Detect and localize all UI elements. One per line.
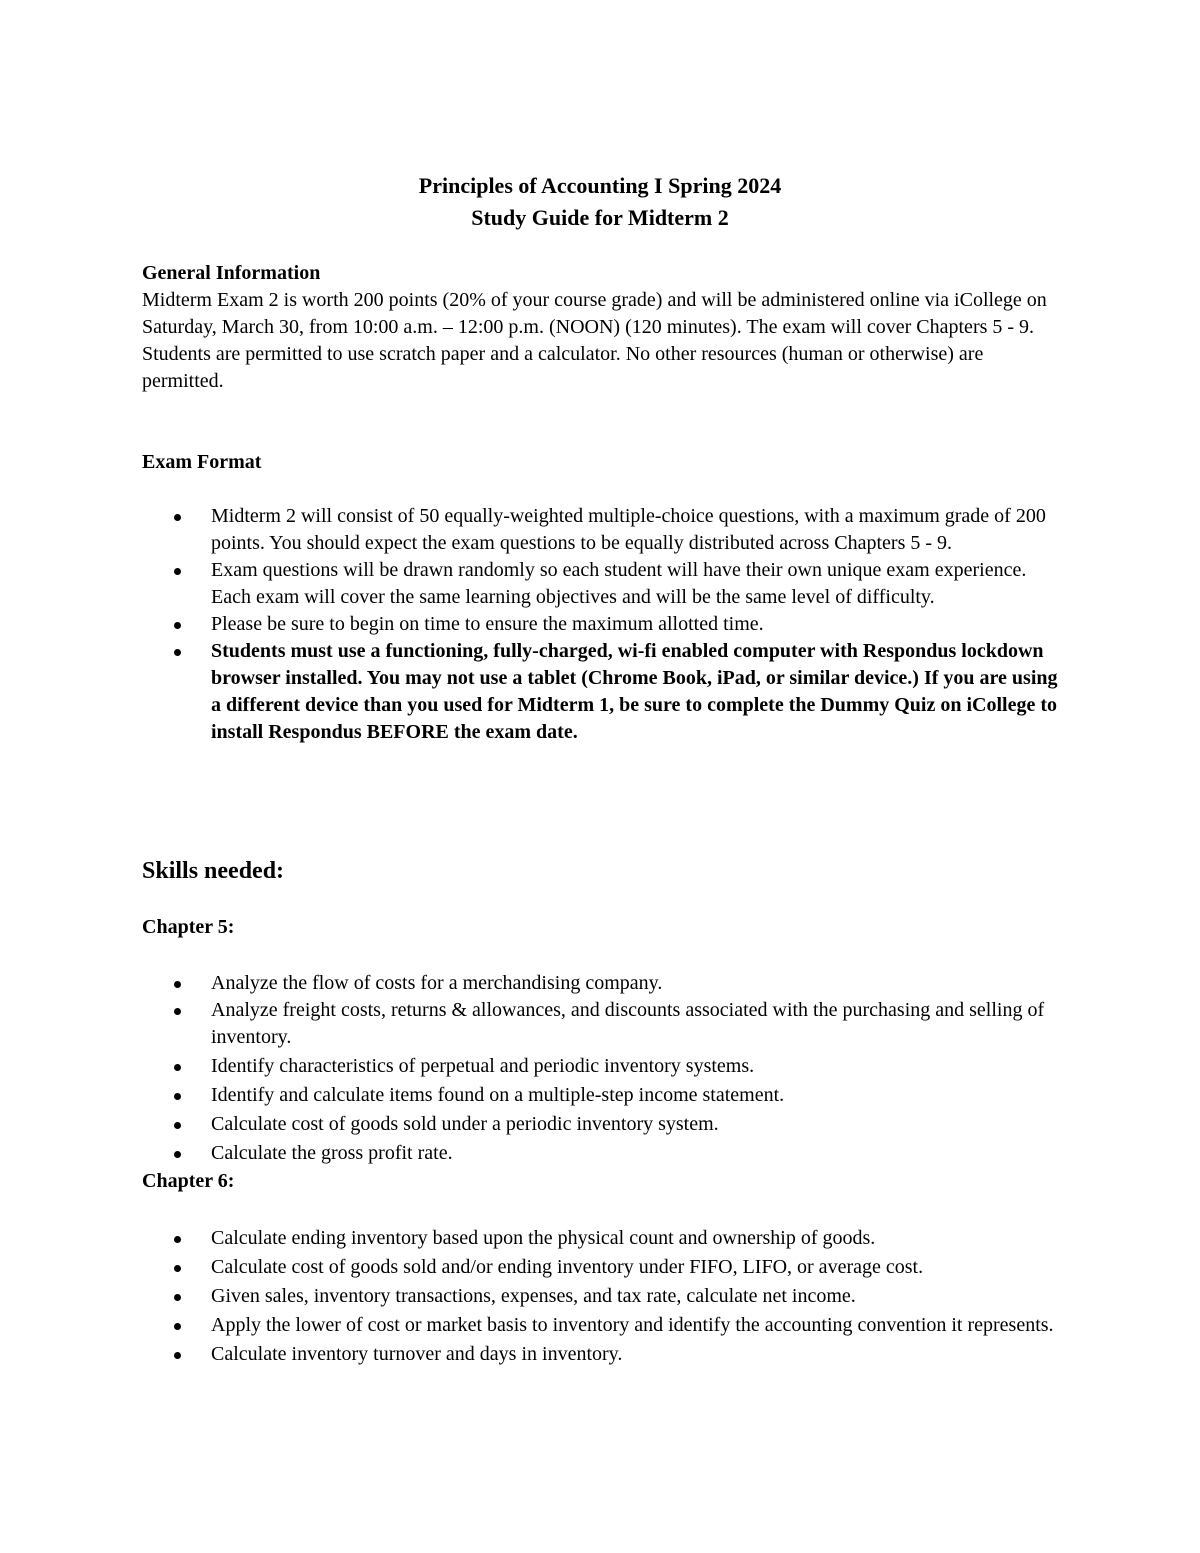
general-information-heading: General Information xyxy=(142,262,321,284)
bullet-icon xyxy=(174,1151,181,1158)
list-item xyxy=(142,638,1062,746)
list-item-text: Analyze freight costs, returns & allowances, and discounts associated with the purchasing and selling of inventory. xyxy=(211,999,1045,1048)
bullet-icon xyxy=(174,1352,181,1359)
general-information-body: Midterm Exam 2 is worth 200 points (20% of your course grade) and will be administered online via iCollege on Saturday, March 30, from 10:00 a.m. – 12:00 p.m. (NOON) (120 minutes). The exam will cover Chapters 5 - 9. Students are permitted to use scratch paper and a calculator. No other resources (human or otherwise) are permitted. xyxy=(142,289,1047,392)
list-item xyxy=(142,1111,1062,1138)
exam-format-list xyxy=(142,503,1062,746)
bullet-icon xyxy=(174,981,181,988)
skills-section xyxy=(142,856,1062,886)
chapter-5-heading-section xyxy=(142,914,1062,941)
title-line-1: Principles of Accounting I Spring 2024 xyxy=(418,173,782,198)
list-item xyxy=(142,1053,1062,1080)
bullet-icon xyxy=(174,1236,181,1243)
exam-format-section xyxy=(142,449,1062,476)
chapter-5-heading: Chapter 5: xyxy=(142,916,235,938)
list-item-text: Exam questions will be drawn randomly so each student will have their own unique exam experience. Each exam will cover the same learning objectives and will be the same level of difficulty. xyxy=(211,559,1027,608)
list-item-text: Calculate cost of goods sold under a periodic inventory system. xyxy=(211,1113,719,1135)
list-item-text: Students must use a functioning, fully-charged, wi-fi enabled computer with Respondus lockdown browser installed. You may not use a tablet (Chrome Book, iPad, or similar device.) If you are using a different device than you used for Midterm 1, be sure to complete the Dummy Quiz on iCollege to install Respondus BEFORE the exam date. xyxy=(211,640,1058,743)
bullet-icon xyxy=(174,568,181,575)
list-item-text: Identify characteristics of perpetual and periodic inventory systems. xyxy=(211,1055,755,1077)
chapter-5-list xyxy=(142,970,1062,1167)
exam-format-heading: Exam Format xyxy=(142,451,262,473)
list-item-text: Given sales, inventory transactions, expenses, and tax rate, calculate net income. xyxy=(211,1285,856,1307)
chapter-6-list xyxy=(142,1225,1062,1368)
list-item xyxy=(142,1341,1062,1368)
list-item-text: Please be sure to begin on time to ensure the maximum allotted time. xyxy=(211,613,764,635)
bullet-icon xyxy=(174,1093,181,1100)
list-item xyxy=(142,1283,1062,1310)
exam-format-list-section xyxy=(142,503,1062,746)
list-item xyxy=(142,611,1062,638)
bullet-icon xyxy=(174,649,181,656)
list-item-text: Identify and calculate items found on a multiple-step income statement. xyxy=(211,1084,785,1106)
bullet-icon xyxy=(174,514,181,521)
list-item-text: Analyze the flow of costs for a merchandising company. xyxy=(211,972,663,994)
list-item-text: Apply the lower of cost or market basis to inventory and identify the accounting convention it represents. xyxy=(211,1314,1054,1336)
bullet-icon xyxy=(174,1064,181,1071)
list-item-text: Calculate inventory turnover and days in inventory. xyxy=(211,1343,623,1365)
list-item xyxy=(142,1140,1062,1167)
chapter-5-list-section xyxy=(142,970,1062,1167)
list-item xyxy=(142,1082,1062,1109)
bullet-icon xyxy=(174,1323,181,1330)
list-item-text: Calculate cost of goods sold and/or ending inventory under FIFO, LIFO, or average cost. xyxy=(211,1256,924,1278)
document-title xyxy=(0,170,1200,234)
skills-heading: Skills needed: xyxy=(142,858,285,884)
list-item xyxy=(142,1225,1062,1252)
list-item xyxy=(142,503,1062,557)
bullet-icon xyxy=(174,1294,181,1301)
list-item xyxy=(142,970,1062,997)
bullet-icon xyxy=(174,622,181,629)
list-item xyxy=(142,557,1062,611)
chapter-6-list-section xyxy=(142,1225,1062,1368)
general-information-section xyxy=(142,260,1062,395)
bullet-icon xyxy=(174,1008,181,1015)
list-item-text: Midterm 2 will consist of 50 equally-weighted multiple-choice questions, with a maximum grade of 200 points. You should expect the exam questions to be equally distributed across Chapters 5 - 9. xyxy=(211,505,1046,554)
bullet-icon xyxy=(174,1265,181,1272)
list-item-text: Calculate ending inventory based upon the physical count and ownership of goods. xyxy=(211,1227,876,1249)
list-item xyxy=(142,997,1062,1051)
list-item xyxy=(142,1312,1062,1339)
chapter-6-heading: Chapter 6: xyxy=(142,1170,235,1192)
list-item-text: Calculate the gross profit rate. xyxy=(211,1142,453,1164)
bullet-icon xyxy=(174,1122,181,1129)
list-item xyxy=(142,1254,1062,1281)
chapter-6-heading-section xyxy=(142,1168,1062,1195)
title-line-2: Study Guide for Midterm 2 xyxy=(471,205,729,230)
